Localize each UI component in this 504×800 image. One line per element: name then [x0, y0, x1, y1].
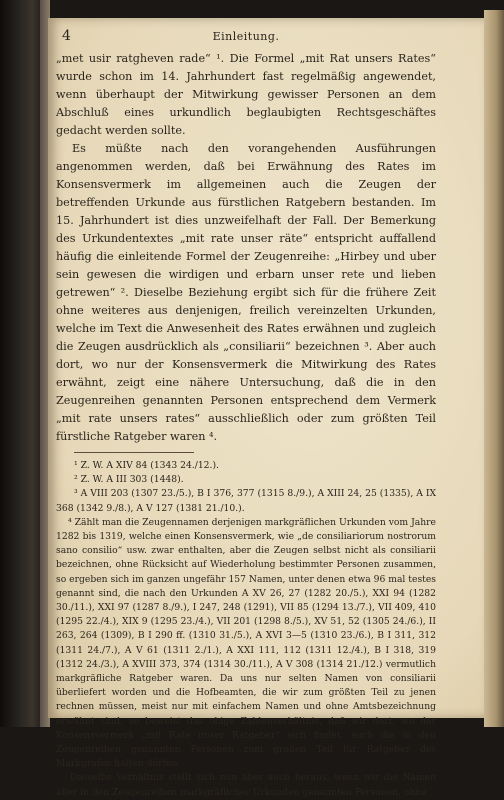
- page-content: [56, 24, 436, 800]
- footnote-2: ² Z. W. A III 303 (1448).: [74, 474, 184, 486]
- page-stack-edge: [484, 10, 504, 727]
- body-text: [56, 50, 436, 446]
- footnote-4: ⁴ Zählt man die Zeugennamen derjenigen markgräflichen Urkunden vom Jahre 1282 bis 1319, welche einen Konsensvermerk, wie „de consiliariorum nostrorum sano consilio“ usw. zwar enthalten, aber die Zeugen selbst nicht als consiliarii bezeichnen, ohne Rücksicht auf Wiederholung bestimmter Personen zusammen, so ergeben sich im ganzen ungefähr 157 Namen, unter denen etwa 96 mal testes genannt sind, die nach den Urkunden A XV 26, 27 (1282 20./5.), XXI 94 (1282 30./11.), XXI 97 (1287 8./9.), I 247, 248 (1291), VII 85 (1294 13./7.), VII 409, 410 (1295 22./4.), XIX 9 (1295 23./4.), VII 201 (1298 8./5.), XV 51, 52 (1305 24./6.), II 263, 264 (1309), B I 290 ff. (1310 31./5.), A XVI 3—5 (1310 23./6.), B I 311, 312 (1311 24./7.), A V 61 (1311 2./1.), A XXI 111, 112 (1311 12./4.), B I 318, 319 (1312 24./3.), A XVIII 373, 374 (1314 30./11.), A V 308 (1314 21./12.) vermutlich markgräfliche Ratgeber waren. Da uns nur selten Namen von consiliarii überliefert worden und die Hofbeamten, die wir zum größten Teil zu jenen rechnen müssen, meist nur mit einfachem Namen und ohne Amtsbezeichnung erwähnt sind, so beweist das obige Zahlenverhältnis, daß wir dort, wo der Konsensvermerk „mit Rate unser Ratgeber“ sich findet, auch die in den Zeugenreihen genannten Personen zum großen Teil für Ratgeber des Markgrafen halten dürfen.: [56, 516, 436, 770]
- footnote-3: ³ A VIII 203 (1307 23./5.), B I 376, 377 (1315 8./9.), A XIII 24, 25 (1335), A IX 368 (1342 9./8.), A V 127 (1381 21./10.).: [56, 488, 436, 514]
- footnote-continuation: Dasselbe Verhältnis stellt sich nun aber auch heraus, wenn wir die Namen aller in den Zeugenreihen markgräflicher Urkunden genannten Personen, ohne: [56, 772, 436, 798]
- footnote-rule: [74, 452, 194, 453]
- page-number: 4: [62, 28, 71, 44]
- footnote-1: ¹ Z. W. A XIV 84 (1343 24./12.).: [74, 460, 219, 471]
- running-head: Einleitung.: [212, 30, 280, 43]
- page-header: [56, 24, 436, 50]
- paragraph: „met usir ratgheven rade“ ¹. Die Formel „mit Rat unsers Rates“ wurde schon im 14. Jahrhundert fast regelmäßig angewendet, wenn überhaupt der Mitwirkung gewisser Personen an dem Abschluß eines urkundlich beglaubigten Rechtsgeschäftes gedacht werden sollte.: [56, 52, 436, 137]
- footnotes: [56, 459, 436, 800]
- paragraph: Es müßte nach den vorangehenden Ausführungen angenommen werden, daß bei Erwähnung des Rates im Konsensvermerk im allgemeinen auch die Zeugen der betreffenden Urkunde aus fürstlichen Ratgebern bestanden. Im 15. Jahrhundert ist dies unzweifelhaft der Fall. Der Bemerkung des Urkundentextes „mit rate unser räte“ entspricht auffallend häufig die einleitende Formel der Zeugenreihe: „Hirbey und uber sein gewesen die wirdigen und erbarn unser rete und lieben getrewen“ ². Dieselbe Beziehung ergibt sich für die frühere Zeit ohne weiteres aus denjenigen, freilich vereinzelten Urkunden, welche im Text die Anwesenheit des Rates erwähnen und zugleich die Zeugen ausdrücklich als „consiliarii“ bezeichnen ³. Aber auch dort, wo nur der Konsensvermerk die Mitwirkung des Rates erwähnt, zeigt eine nähere Untersuchung, daß die in den Zeugenreihen genannten Personen entsprechend dem Vermerk „mit rate unsers rates“ ausschließlich oder zum größten Teil fürstliche Ratgeber waren ⁴.: [56, 142, 436, 443]
